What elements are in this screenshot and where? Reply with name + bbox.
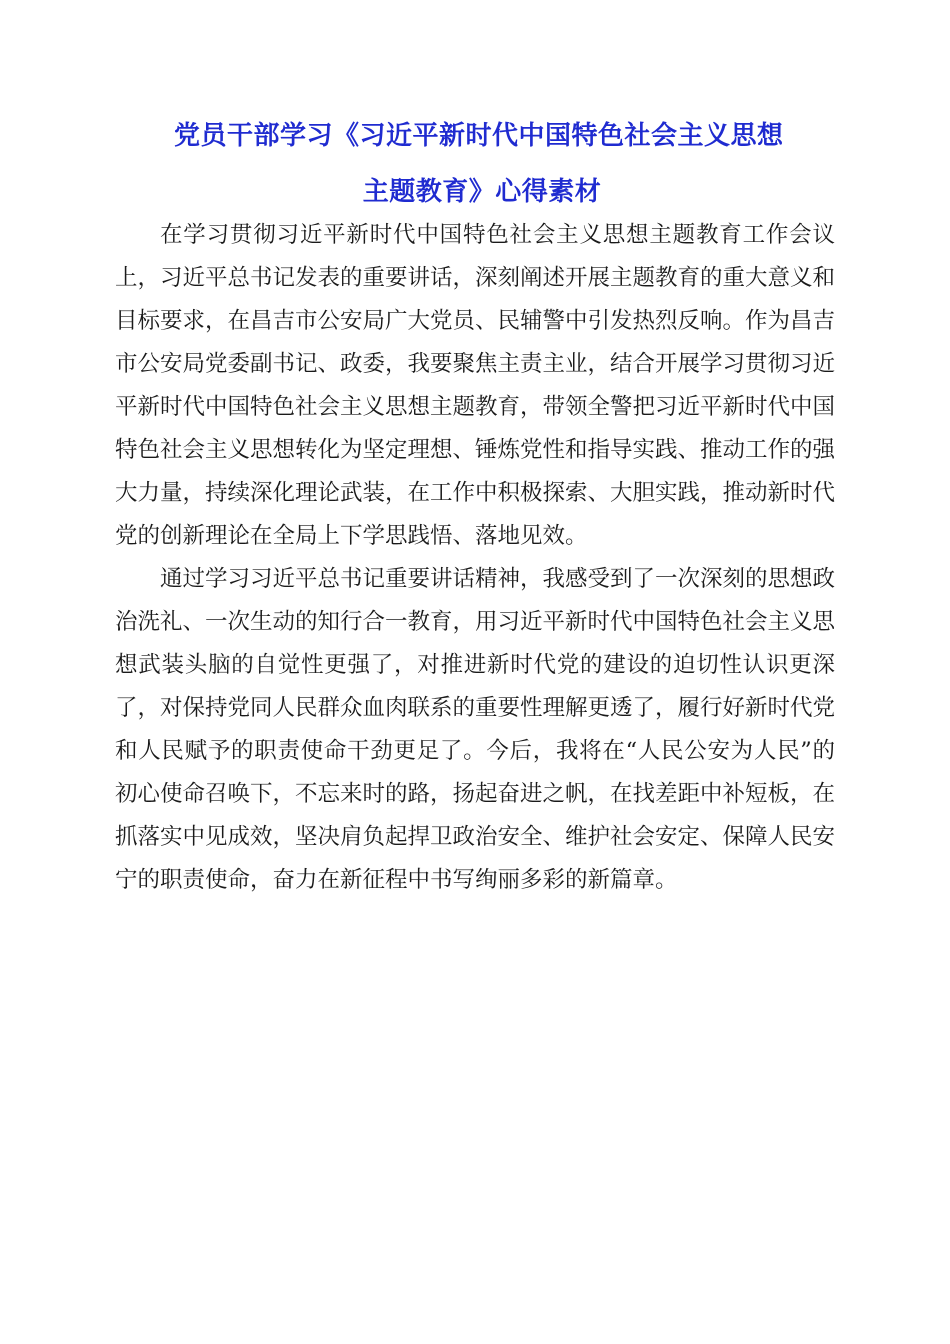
title-line-2: 主题教育》心得素材	[362, 177, 602, 207]
document-body	[115, 214, 835, 902]
paragraph-2: 通过学习习近平总书记重要讲话精神，我感受到了一次深刻的思想政治洗礼、一次生动的知行合一教育，用习近平新时代中国特色社会主义思想武装头脑的自觉性更强了，对推进新时代党的建设的迫切性认识更深了，对保持党同人民群众血肉联系的重要性理解更透了，履行好新时代党和人民赋予的职责使命干劲更足了。今后，我将在“人民公安为人民”的初心使命召唤下，不忘来时的路，扬起奋进之帆，在找差距中补短板，在抓落实中见成效，坚决肩负起捍卫政治安全、维护社会安定、保障人民安宁的职责使命，奋力在新征程中书写绚丽多彩的新篇章。	[115, 566, 836, 893]
title-line-1: 党员干部学习《习近平新时代中国特色社会主义思想	[174, 121, 784, 151]
document-title	[110, 108, 836, 220]
paragraph-1: 在学习贯彻习近平新时代中国特色社会主义思想主题教育工作会议上，习近平总书记发表的重要讲话，深刻阐述开展主题教育的重大意义和目标要求，在昌吉市公安局广大党员、民辅警中引发热烈反响。作为昌吉市公安局党委副书记、政委，我要聚焦主责主业，结合开展学习贯彻习近平新时代中国特色社会主义思想主题教育，带领全警把习近平新时代中国特色社会主义思想转化为坚定理想、锤炼党性和指导实践、推动工作的强大力量，持续深化理论武装，在工作中积极探索、大胆实践，推动新时代党的创新理论在全局上下学思践悟、落地见效。	[115, 222, 836, 549]
